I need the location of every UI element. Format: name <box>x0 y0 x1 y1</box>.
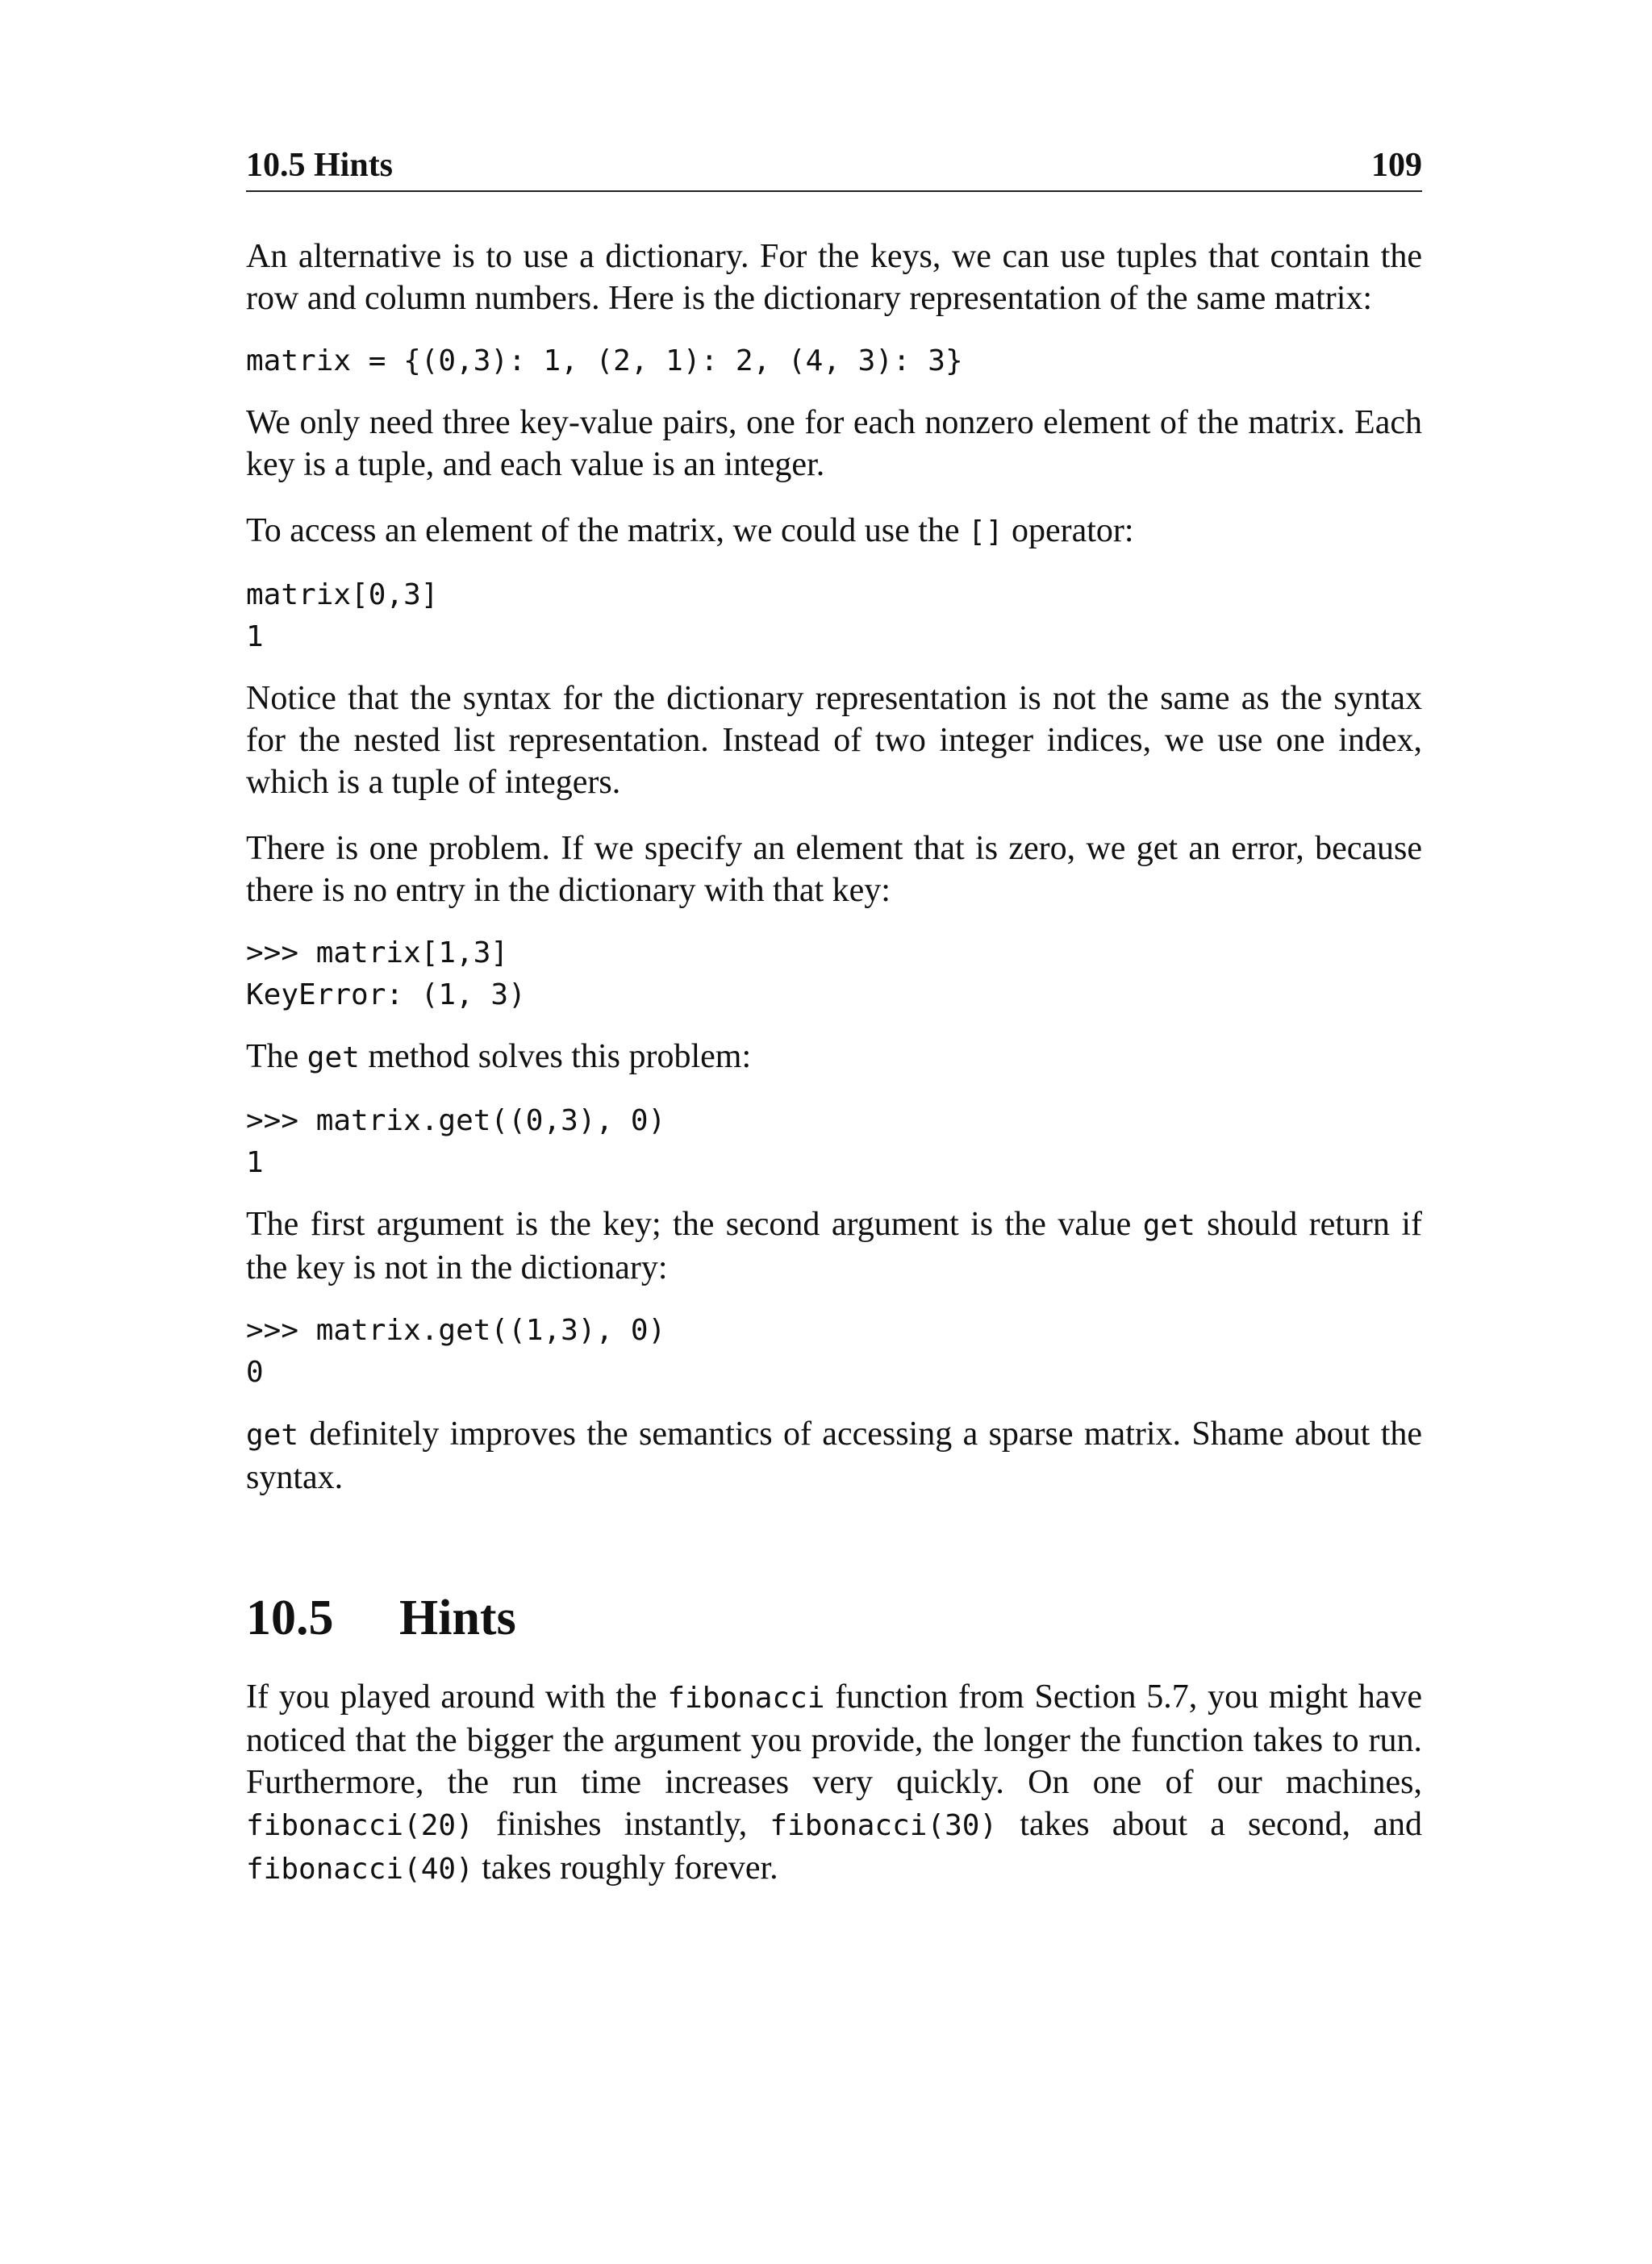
inline-code: get <box>1142 1209 1195 1242</box>
code-line: KeyError: (1, 3) <box>246 978 526 1011</box>
page-number: 109 <box>1371 147 1422 184</box>
code-line: matrix[0,3] <box>246 578 439 611</box>
code-line: 1 <box>246 620 264 653</box>
text: The <box>246 1038 307 1075</box>
text: operator: <box>1003 512 1134 549</box>
inline-code: get <box>246 1419 299 1452</box>
inline-code: fibonacci(40) <box>246 1853 473 1886</box>
code-block-get-2 <box>246 1310 1422 1394</box>
code-line: 0 <box>246 1356 264 1389</box>
inline-code: [] <box>968 515 1003 548</box>
text: takes about a second, and <box>997 1806 1422 1843</box>
code-line: >>> matrix.get((0,3), 0) <box>246 1104 666 1137</box>
text: definitely improves the semantics of accessing a sparse matrix. Shame about the syntax. <box>246 1416 1422 1496</box>
inline-code: get <box>307 1041 360 1074</box>
text: To access an element of the matrix, we could use the <box>246 512 969 549</box>
text: finishes instantly, <box>473 1806 770 1843</box>
paragraph-get-arguments <box>246 1203 1422 1289</box>
paragraph-zero-problem: There is one problem. If we specify an element that is zero, we get an error, because there is no entry in the dictionary with that key: <box>246 830 1422 909</box>
paragraph-access-element <box>246 510 1422 553</box>
inline-code: fibonacci(30) <box>770 1809 998 1842</box>
running-head <box>246 145 1422 192</box>
code-block-access <box>246 574 1422 658</box>
paragraph-key-value-pairs: We only need three key-value pairs, one for each nonzero element of the matrix. Each key is a tuple, and each value is an integer. <box>246 404 1422 483</box>
section-title: Hints <box>399 1591 516 1645</box>
paragraph-syntax-notice: Notice that the syntax for the dictionary representation is not the same as the syntax for the nested list representation. Instead of two integer indices, we use one index, which is a tuple of integers. <box>246 680 1422 801</box>
code-line: >>> matrix.get((1,3), 0) <box>246 1314 666 1347</box>
text: should return if the key is not in the dictionary: <box>246 1206 1423 1286</box>
section-heading <box>246 1587 1422 1649</box>
code-block-keyerror <box>246 932 1422 1016</box>
inline-code: fibonacci <box>667 1682 825 1715</box>
running-head-section: 10.5 Hints <box>246 147 394 184</box>
paragraph-get-semantics <box>246 1413 1422 1499</box>
code-block-get-1 <box>246 1100 1422 1184</box>
paragraph-fibonacci <box>246 1676 1422 1891</box>
text: function from Section 5.7, you might have noticed that the bigger the argument you provide, the longer the function takes to run. Furthermore, the run time increases very quickly. On one of our machines, <box>246 1678 1422 1801</box>
text: method solves this problem: <box>359 1038 752 1075</box>
code-matrix-dict: matrix = {(0,3): 1, (2, 1): 2, (4, 3): 3} <box>246 344 963 377</box>
paragraph-dictionary-alternative: An alternative is to use a dictionary. For the keys, we can use tuples that contain the row and column numbers. Here is the dictionary representation of the same matrix: <box>246 238 1422 317</box>
text: takes roughly forever. <box>473 1849 778 1887</box>
paragraph-get-method <box>246 1036 1422 1079</box>
section-number: 10.5 <box>246 1591 334 1645</box>
text: The first argument is the key; the second argument is the value <box>246 1206 1143 1243</box>
code-line: 1 <box>246 1146 264 1179</box>
page <box>246 145 1422 1891</box>
inline-code: fibonacci(20) <box>246 1809 473 1842</box>
code-line: >>> matrix[1,3] <box>246 936 509 969</box>
text: If you played around with the <box>246 1678 668 1716</box>
